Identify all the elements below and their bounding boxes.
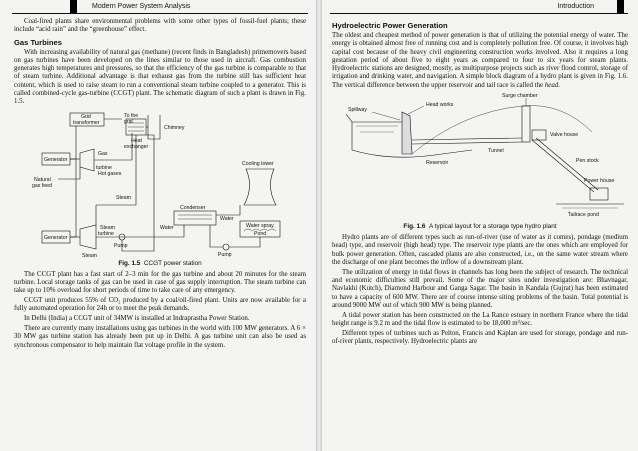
paragraph-ccgt-start: The CCGT plant has a fast start of 2–3 min for the gas turbine and about 20 minutes for the steam turbine. Local storage tanks of gas can be used in case of gas supply interruption. The steam turbine can take up to 10% overload for short periods of time to take care of any emergency. (14, 270, 306, 295)
label-natural: Natural (34, 176, 51, 183)
label-generator-bottom: Generator (44, 234, 68, 241)
pump-right-symbol (223, 244, 229, 250)
heading-gas-turbines: Gas Turbines (14, 37, 62, 47)
label-tailrace-pond: Tailrace pond (568, 212, 599, 219)
label-grid-dest: grid (124, 118, 133, 125)
label-condenser: Condenser (180, 204, 206, 211)
running-head-marker (617, 0, 624, 13)
surge-chamber-shape (522, 106, 530, 142)
label-valve-house: Valve house (550, 132, 579, 139)
label-steam-lower: Steam (82, 252, 97, 259)
label-heat: Heat (131, 137, 142, 144)
label-to-the: To the (124, 112, 139, 119)
label-cooling-tower: Cooling tower (242, 160, 274, 167)
label-steam-turbine-2: turbine (98, 230, 114, 237)
figure-ccgt-schematic (14, 109, 306, 268)
paragraph-hydro-intro (332, 32, 628, 90)
right-running-head (330, 2, 628, 14)
label-chimney: Chimney (164, 124, 185, 131)
cooling-water-line (216, 205, 240, 215)
label-grid: Grid (81, 113, 91, 120)
label-spillway: Spillway (348, 107, 368, 114)
paragraph-ccgt-co2: CCGT unit produces 55% of CO₂ produced by a coal/oil-fired plant. Units are now available for a fully automated operation for 24h or to meet the peak demands. (14, 297, 306, 313)
label-gas-feed: gas feed (32, 182, 52, 189)
paragraph-ccgt-delhi: In Delhi (India) a CCGT unit of 34MW is installed at Indraprastha Power Station. (24, 315, 250, 323)
paragraph-hydro-intro-text: The oldest and cheapest method of power generation is that of utilizing the potential energy of water. The energy is obtained almost free of running cost and is completely pollution free. Of course, it involves high capital cost because of the heavy civil engineering construction works involved. Also it requires a long gestation period of about five to eight years as compared to four to six years for steam plants. Hydroelectric stations are designed, mostly, as multipurpose projects such as river flood control, storage of irrigation and drinking water, and navigation. A simple block diagram of a hydro plant is given in Fig. 1.6. The vertical difference between the upper reservoir and tail race is called the (332, 32, 628, 89)
right-running-head-title: Introduction (557, 3, 594, 10)
label-generator-top: Generator (44, 156, 68, 163)
label-head-works: Head works (426, 102, 454, 109)
gas-feed-line (58, 167, 80, 179)
left-running-head (12, 2, 308, 14)
ccgt-diagram (14, 109, 306, 259)
figure-1-5-caption (14, 260, 306, 268)
label-pump-right: Pump (218, 251, 232, 258)
gas-turbine-shape (80, 149, 94, 171)
label-pond: Pond (254, 230, 267, 237)
label-gas: Gas (98, 150, 108, 157)
dam-shape (402, 112, 412, 154)
label-pump-left: Pump (114, 242, 128, 249)
caption-text: A typical layout for a storage type hydro plant (429, 223, 557, 231)
running-head-marker (70, 0, 77, 13)
figure-hydro-layout (332, 92, 628, 231)
label-power-house: Power house (584, 178, 615, 185)
right-page (322, 0, 638, 451)
label-water-left: Water (160, 224, 174, 231)
caption-text: CCGT power station (143, 259, 202, 267)
left-page (0, 0, 316, 451)
label-transformer: transformer (73, 119, 100, 126)
label-steam-turbine-1: Steam (100, 224, 115, 231)
label-surge-chamber: Surge chamber (502, 93, 538, 100)
caption-number: Fig. 1.6 (403, 223, 426, 231)
paragraph-coal: Coal-fired plants share environmental problems with some other types of fossil-fuel plants; these include “acid rain” and the “greenhouse” effect. (14, 18, 306, 34)
tunnel-pipe (412, 138, 522, 144)
feedwater-line (122, 135, 154, 251)
term-head: head. (544, 81, 560, 89)
bus-line (70, 126, 76, 237)
left-running-head-title: Modern Power System Analysis (92, 3, 191, 10)
paragraph-la-rance: A tidal power station has been constructed on the La Rance estuary in northern France where the tidal height range is 9.2 m and the tidal flow is estimated to be 18,000 m³/sec. (332, 311, 628, 328)
label-turbine-top: turbine (96, 164, 112, 171)
paragraph-hydro-types: Hydro plants are of different types such as run-of-river (use of water as it comes), pondage (medium head) type, and reservoir (high head) type. The reservoir type plants are the ones which are employed for bulk power generation. Often, cascaded plants are also constructed, i.e., on the same water stream where the discharge of one plant becomes the inflow of a downstream plant. (332, 234, 628, 266)
label-reservoir: Reservoir (426, 160, 449, 167)
paragraph-gas-turbines: With increasing availability of natural gas (methane) (recent finds in Bangladesh) primemovers based on gas turbines have been developed on the lines similar to those used in aircraft. Gas combustion generates high temperatures and pressures, so that the efficiency of the gas turbine is comparable to that of steam turbine. Additional advantage is that exhaust gas from the turbine still has sufficient heat content, which is used to raise steam to run a conventional steam turbine coupled to a generator. This is called combined-cycle gas-turbine (CCGT) plant. The schematic diagram of such a plant is drawn in Fig. 1.5. (14, 48, 306, 106)
steam-turbine-shape (80, 225, 96, 249)
heading-hydro: Hydroelectric Power Generation (332, 21, 448, 30)
left-page-body (14, 18, 306, 351)
condenser-box (174, 211, 216, 225)
label-pen-stock: Pen stock (576, 158, 599, 165)
figure-1-6-caption (332, 223, 628, 231)
label-hot-gases: Hot gases (98, 170, 122, 177)
label-tunnel: Tunnel (488, 148, 504, 155)
label-exchanger: exchanger (124, 143, 149, 150)
paragraph-turbine-types: Different types of turbines such as Pelton, Francis and Kaplan are used for storage, pondage and run-of-river plants, respectively. Hydroelectric plants are (332, 329, 628, 346)
label-steam-upper: Steam (116, 194, 131, 201)
valve-house-shape (532, 130, 546, 140)
caption-number: Fig. 1.5 (118, 259, 141, 267)
hillside (412, 106, 592, 154)
right-page-body (332, 18, 628, 348)
label-water-spray: Water spray (246, 222, 274, 229)
power-house-shape (590, 188, 608, 200)
paragraph-ccgt-installations: There are currently many installations using gas turbines in the world with 100 MW generators. A 6 × 30 MW gas turbine station has already been put up in Delhi. A gas turbine unit can also be used as synchronous compensator to help maintain flat voltage profile in the system. (14, 324, 306, 349)
paragraph-tidal-energy: The utilization of energy in tidal flows in channels has long been the subject of research. The technical and economic difficulties still prevail. Some of the major sites under investigation are: Bhavnagar, Navlakhi (Kutch), Diamond Harbour and Ganga Sagar. The basin in Kandala (Gujrat) has been estimated to have a capacity of 600 MW. There are of course intense siting problems of the basin. Total potential is around 9000 MW out of which 900 MW is being planned. (332, 268, 628, 309)
hydro-diagram (332, 92, 628, 222)
label-water-right: Water (220, 215, 234, 222)
cooling-tower-shape (244, 169, 276, 205)
